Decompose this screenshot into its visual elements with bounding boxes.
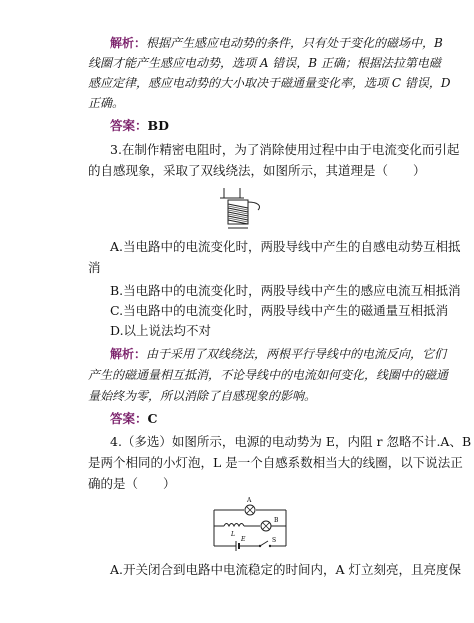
question-3-option-a-line-1: A.当电路中的电流变化时，两股导线中产生的自感电动势互相抵 <box>110 239 461 254</box>
circuit-figure <box>208 496 292 554</box>
question-3-line-2: 的自感现象，采取了双线绕法，如图所示，其道理是（ ） <box>88 163 426 178</box>
coil-l <box>224 524 244 527</box>
explanation-2-line-2: 产生的磁通量相互抵消，不论导线中的电流如何变化，线圈中的磁通 <box>88 368 449 382</box>
explanation-1-line-2: 线圈才能产生感应电动势，选项 A 错误，B 正确；根据法拉第电磁 <box>88 56 441 70</box>
question-3-option-d: D.以上说法均不对 <box>110 323 212 338</box>
lamp-b-label: B <box>274 517 279 524</box>
explanation-keyword: 解析： <box>110 347 147 361</box>
bifilar-coil-figure <box>214 184 270 234</box>
explanation-1-line-3: 感应定律，感应电动势的大小取决于磁通量变化率，选项 C 错误，D <box>88 76 451 90</box>
answer-2: 答案：C <box>110 411 158 426</box>
question-3-line-1: 3.在制作精密电阻时，为了消除使用过程中由于电流变化而引起 <box>110 142 460 157</box>
question-3-option-a-line-2: 消 <box>88 260 101 275</box>
question-3-option-c: C.当电路中的电流变化时，两股导线中产生的磁通量互相抵消 <box>110 303 449 318</box>
lamp-a-label: A <box>247 497 252 504</box>
explanation-2-line-1: 解析：由于采用了双线绕法，两根平行导线中的电流反向，它们 <box>110 347 447 361</box>
answer-1: 答案：BD <box>110 118 169 133</box>
explanation-1-line-4: 正确。 <box>88 96 125 110</box>
switch-label: S <box>272 537 277 544</box>
coil-label: L <box>231 531 235 538</box>
switch-s <box>260 541 268 546</box>
question-4-option-a: A.开关闭合到电路中电流稳定的时间内，A 灯立刻亮，且亮度保 <box>110 562 462 577</box>
source-label: E <box>241 536 246 543</box>
explanation-keyword: 解析： <box>110 36 147 50</box>
question-4-line-1: 4.（多选）如图所示，电源的电动势为 E，内阻 r 忽略不计.A、B <box>110 434 472 449</box>
question-4-line-3: 确的是（ ） <box>88 476 176 491</box>
explanation-2-line-3: 量始终为零，所以消除了自感现象的影响。 <box>88 389 317 403</box>
question-3-option-b: B.当电路中的电流变化时，两股导线中产生的感应电流互相抵消 <box>110 283 461 298</box>
question-4-line-2: 是两个相同的小灯泡，L 是一个自感系数相当大的线圈，以下说法正 <box>88 455 463 470</box>
explanation-1-line-1: 解析：根据产生感应电动势的条件，只有处于变化的磁场中，B <box>110 36 443 50</box>
